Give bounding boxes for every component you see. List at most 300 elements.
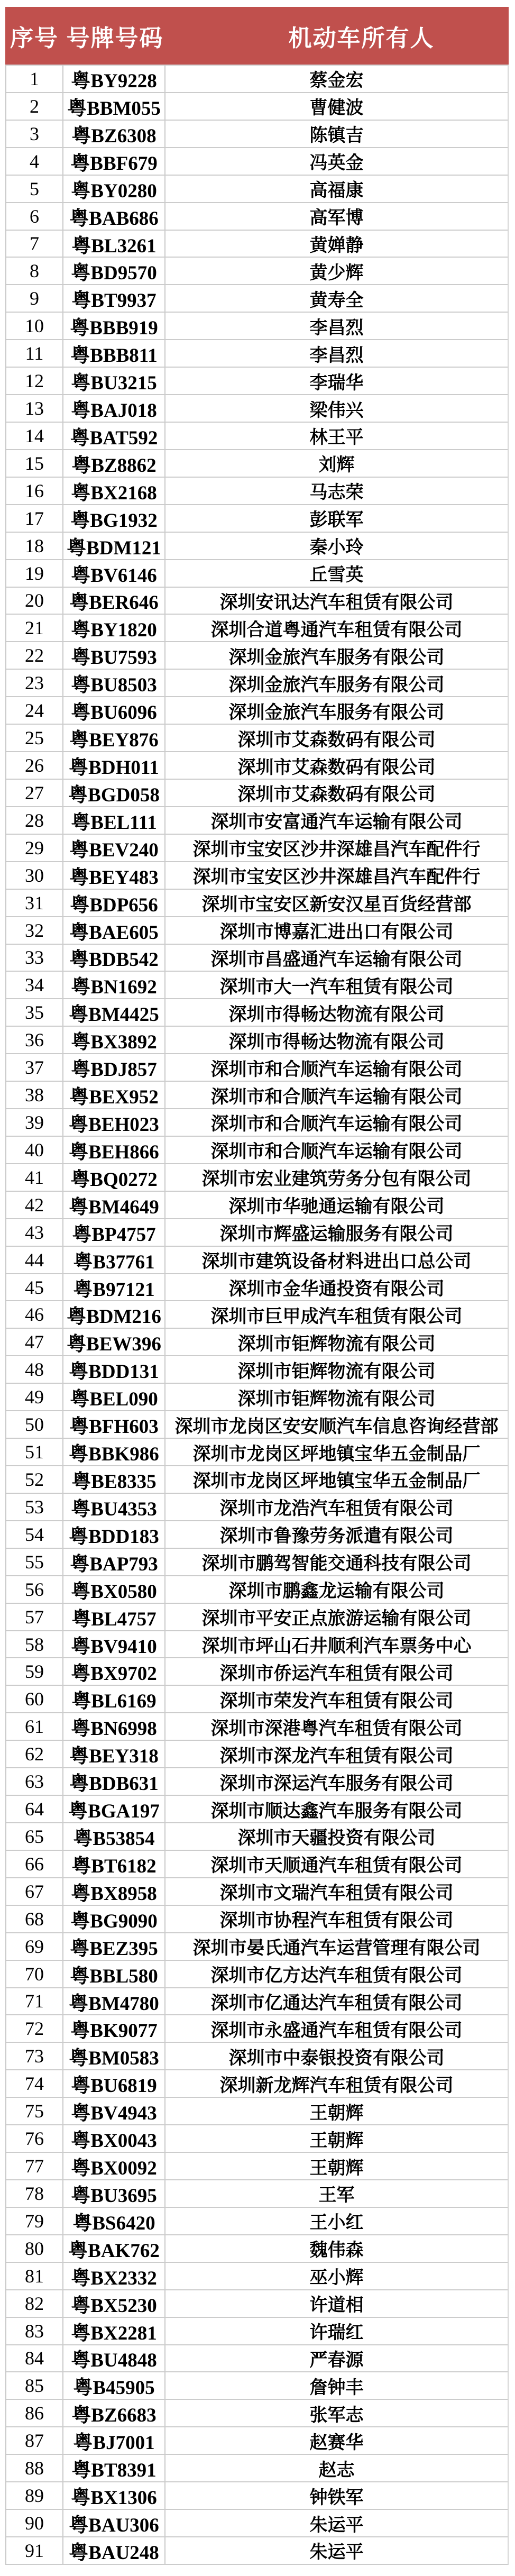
table-row [6, 2345, 508, 2373]
plate-number-cell: 粤BDB631 [63, 1768, 165, 1795]
owner-cell: 深圳市天顺通汽车租赁有限公司 [210, 1856, 463, 1876]
serial-cell: 60 [6, 1686, 63, 1712]
serial-cell: 55 [6, 1549, 63, 1575]
serial-cell: 15 [6, 450, 63, 477]
serial-cell: 44 [6, 1247, 63, 1273]
owner-cell: 王朝辉 [309, 2131, 364, 2151]
plate-number-cell: 粤BJ7001 [63, 2427, 165, 2454]
table-row [6, 1439, 508, 1466]
serial-cell: 47 [6, 1329, 63, 1355]
plate-number-cell: 粤B37761 [63, 1247, 165, 1273]
serial-cell: 21 [6, 615, 63, 641]
plate-number-cell: 粤BBF679 [63, 148, 165, 175]
owner-cell: 深圳市昌盛通汽车运输有限公司 [210, 949, 463, 970]
serial-cell: 42 [6, 1192, 63, 1218]
table-row [6, 368, 508, 395]
owner-cell: 李昌烈 [309, 345, 364, 366]
owner-cell: 深圳市龙岗区坪地镇宝华五金制品厂 [192, 1444, 481, 1464]
plate-number-cell: 粤BX0092 [63, 2153, 165, 2179]
plate-number-cell: 粤BDB542 [63, 945, 165, 971]
table-row [6, 2263, 508, 2290]
table-row [6, 2098, 508, 2125]
plate-number-cell: 粤BT8391 [63, 2455, 165, 2481]
serial-cell: 46 [6, 1301, 63, 1328]
serial-cell: 87 [6, 2427, 63, 2454]
owner-cell: 林王平 [309, 428, 364, 448]
plate-number-cell: 粤BM4425 [63, 999, 165, 1026]
owner-cell: 王军 [318, 2186, 355, 2206]
serial-cell: 2 [6, 93, 63, 120]
plate-number-cell: 粤B45905 [63, 2372, 165, 2399]
table-row [6, 780, 508, 807]
plate-number-cell: 粤BDP656 [63, 890, 165, 916]
owner-cell: 深圳市亿通达汽车租赁有限公司 [210, 1993, 463, 2013]
serial-cell: 25 [6, 725, 63, 751]
owner-cell: 高福康 [309, 181, 364, 201]
serial-cell: 20 [6, 588, 63, 614]
serial-cell: 37 [6, 1054, 63, 1081]
plate-number-cell: 粤BFH603 [63, 1411, 165, 1438]
plate-number-cell: 粤BZ6683 [63, 2400, 165, 2426]
table-row [6, 2482, 508, 2510]
plate-number-cell: 粤BBK986 [63, 1439, 165, 1465]
serial-cell: 32 [6, 917, 63, 944]
serial-cell: 23 [6, 670, 63, 696]
owner-cell: 深圳市巨甲成汽车租赁有限公司 [210, 1307, 463, 1327]
serial-cell: 78 [6, 2180, 63, 2207]
owner-cell: 张军志 [309, 2405, 364, 2425]
serial-cell: 82 [6, 2290, 63, 2317]
plate-number-cell: 粤BX0043 [63, 2125, 165, 2152]
owner-cell: 深圳市荣发汽车租赁有限公司 [219, 1691, 454, 1711]
table-row [6, 725, 508, 752]
serial-cell: 86 [6, 2400, 63, 2426]
serial-cell: 73 [6, 2043, 63, 2069]
plate-number-cell: 粤BU3215 [63, 368, 165, 394]
table-row [6, 1247, 508, 1274]
table-row [6, 807, 508, 835]
table-row [6, 972, 508, 999]
table-row [6, 2070, 508, 2098]
plate-number-cell: 粤BEY876 [63, 725, 165, 751]
serial-cell: 14 [6, 423, 63, 449]
serial-cell: 66 [6, 1851, 63, 1877]
plate-number-cell: 粤BY1820 [63, 615, 165, 641]
serial-cell: 10 [6, 313, 63, 339]
serial-cell: 29 [6, 835, 63, 861]
owner-cell: 深圳市安富通汽车运输有限公司 [210, 812, 463, 833]
serial-cell: 17 [6, 505, 63, 532]
owner-cell: 深圳市中泰银投资有限公司 [228, 2048, 445, 2068]
owner-cell: 深圳市得畅达物流有限公司 [228, 1004, 445, 1025]
owner-cell: 魏伟森 [309, 2241, 364, 2261]
owner-cell: 刘辉 [318, 455, 355, 476]
serial-cell: 65 [6, 1823, 63, 1850]
serial-cell: 7 [6, 231, 63, 257]
table-row [6, 231, 508, 258]
table-row [6, 1933, 508, 1961]
owner-cell: 深圳市鲁豫劳务派遣有限公司 [219, 1527, 454, 1547]
table-row [6, 2153, 508, 2180]
plate-number-cell: 粤BAU306 [63, 2510, 165, 2536]
plate-number-cell: 粤BDH011 [63, 752, 165, 779]
owner-cell: 深圳市顺达鑫汽车服务有限公司 [210, 1801, 463, 1821]
serial-cell: 69 [6, 1933, 63, 1960]
owner-cell: 蔡金宏 [309, 71, 364, 91]
serial-cell: 72 [6, 2015, 63, 2042]
owner-cell: 巫小辉 [309, 2268, 364, 2288]
owner-cell: 深圳市钜辉物流有限公司 [237, 1389, 436, 1409]
table-row [6, 1192, 508, 1219]
table-row [6, 1961, 508, 1988]
table-row [6, 2537, 508, 2565]
table-row [6, 1329, 508, 1356]
serial-cell: 64 [6, 1796, 63, 1822]
table-row [6, 1576, 508, 1604]
serial-cell: 53 [6, 1494, 63, 1520]
owner-cell: 深圳金旅汽车服务有限公司 [228, 675, 445, 695]
table-row [6, 835, 508, 862]
serial-cell: 56 [6, 1576, 63, 1603]
serial-cell: 50 [6, 1411, 63, 1438]
owner-cell: 深圳市博嘉汇进出口有限公司 [219, 922, 454, 943]
plate-number-cell: 粤BT6182 [63, 1851, 165, 1877]
table-row [6, 1356, 508, 1384]
owner-cell: 深圳市得畅达物流有限公司 [228, 1032, 445, 1052]
owner-cell: 陈镇吉 [309, 126, 364, 146]
owner-cell: 深圳市深港粤汽车租赁有限公司 [210, 1719, 463, 1739]
owner-cell: 深圳市钜辉物流有限公司 [237, 1334, 436, 1354]
table-row [6, 450, 508, 478]
table-row [6, 2455, 508, 2482]
serial-cell: 22 [6, 642, 63, 669]
plate-number-cell: 粤BV4943 [63, 2098, 165, 2124]
serial-cell: 61 [6, 1713, 63, 1740]
plate-number-cell: 粤BAJ018 [63, 395, 165, 422]
table-row [6, 1274, 508, 1302]
table-row [6, 2125, 508, 2153]
owner-cell: 深圳市和合顺汽车运输有限公司 [210, 1087, 463, 1107]
owner-cell: 李瑞华 [309, 373, 364, 393]
table-row [6, 1137, 508, 1164]
plate-number-cell: 粤BAP793 [63, 1549, 165, 1575]
serial-cell: 19 [6, 560, 63, 587]
serial-cell: 41 [6, 1164, 63, 1191]
table-row [6, 2235, 508, 2263]
serial-cell: 1 [6, 66, 63, 92]
plate-number-cell: 粤BDM121 [63, 533, 165, 559]
serial-cell: 3 [6, 121, 63, 147]
plate-number-cell: 粤BDD131 [63, 1356, 165, 1383]
table-row [6, 1549, 508, 1576]
table-row [6, 313, 508, 340]
owner-cell: 曹健波 [309, 98, 364, 118]
owner-cell: 深圳市文瑞汽车租赁有限公司 [219, 1884, 454, 1904]
owner-cell: 深圳安讯达汽车租赁有限公司 [219, 592, 454, 613]
owner-cell: 深圳市和合顺汽车运输有限公司 [210, 1115, 463, 1135]
plate-number-cell: 粤BU4353 [63, 1494, 165, 1520]
plate-number-cell: 粤BBB919 [63, 313, 165, 339]
table-row [6, 1027, 508, 1054]
table-row [6, 1466, 508, 1494]
plate-number-cell: 粤BX2168 [63, 478, 165, 504]
owner-cell: 深圳市龙岗区安安顺汽车信息咨询经营部 [174, 1417, 499, 1437]
table-row [6, 999, 508, 1027]
plate-number-cell: 粤BZ8862 [63, 450, 165, 477]
table-row [6, 1164, 508, 1192]
plate-number-cell: 粤BX2332 [63, 2263, 165, 2289]
plate-number-cell: 粤BD9570 [63, 258, 165, 284]
owner-cell: 钟铁军 [309, 2488, 364, 2508]
plate-number-cell: 粤BDD183 [63, 1521, 165, 1548]
serial-cell: 90 [6, 2510, 63, 2536]
owner-cell: 严春源 [309, 2350, 364, 2370]
table-row [6, 1054, 508, 1082]
owner-cell: 深圳市宏业建筑劳务分包有限公司 [201, 1170, 472, 1190]
owner-cell: 深圳市艾森数码有限公司 [237, 785, 436, 805]
owner-cell: 黄少辉 [309, 263, 364, 283]
owner-cell: 马志荣 [309, 483, 364, 503]
table-row [6, 862, 508, 890]
table-row [6, 2015, 508, 2043]
serial-cell: 75 [6, 2098, 63, 2124]
serial-cell: 18 [6, 533, 63, 559]
owner-cell: 黄寿全 [309, 290, 364, 310]
owner-cell: 深圳市龙浩汽车租赁有限公司 [219, 1499, 454, 1519]
table-row [6, 148, 508, 176]
serial-cell: 57 [6, 1604, 63, 1630]
serial-cell: 5 [6, 176, 63, 202]
serial-cell: 31 [6, 890, 63, 916]
table-row [6, 2372, 508, 2400]
owner-cell: 深圳市金华通投资有限公司 [228, 1280, 445, 1300]
plate-number-cell: 粤BL3261 [63, 231, 165, 257]
serial-cell: 85 [6, 2372, 63, 2399]
serial-cell: 28 [6, 807, 63, 834]
plate-number-cell: 粤BEY318 [63, 1741, 165, 1767]
serial-cell: 88 [6, 2455, 63, 2481]
table-row [6, 1658, 508, 1686]
plate-number-cell: 粤BEL090 [63, 1384, 165, 1410]
serial-cell: 84 [6, 2345, 63, 2372]
table-row [6, 1521, 508, 1549]
owner-cell: 梁伟兴 [309, 400, 364, 421]
owner-cell: 赵志 [318, 2460, 355, 2480]
serial-cell: 76 [6, 2125, 63, 2152]
plate-number-cell: 粤BAU248 [63, 2537, 165, 2564]
serial-cell: 58 [6, 1631, 63, 1658]
table-row [6, 697, 508, 725]
plate-number-cell: 粤BZ6308 [63, 121, 165, 147]
header-plate-number: 号牌号码 [66, 25, 164, 51]
owner-cell: 深圳市艾森数码有限公司 [237, 757, 436, 778]
table-row [6, 945, 508, 972]
table-row [6, 478, 508, 505]
table-row [6, 121, 508, 148]
owner-cell: 深圳市钜辉物流有限公司 [237, 1362, 436, 1382]
serial-cell: 6 [6, 203, 63, 230]
table-row [6, 2318, 508, 2345]
owner-cell: 深圳市和合顺汽车运输有限公司 [210, 1142, 463, 1162]
plate-number-cell: 粤BEH023 [63, 1109, 165, 1136]
table-row [6, 1219, 508, 1247]
owner-cell: 深圳市宝安区新安汉星百货经营部 [201, 895, 472, 915]
serial-cell: 27 [6, 780, 63, 806]
table-row [6, 1823, 508, 1851]
table-row [6, 642, 508, 670]
plate-number-cell: 粤BAB686 [63, 203, 165, 230]
plate-number-cell: 粤BN1692 [63, 972, 165, 998]
serial-cell: 54 [6, 1521, 63, 1548]
owner-cell: 深圳市天疆投资有限公司 [237, 1829, 436, 1849]
table-row [6, 1411, 508, 1439]
serial-cell: 8 [6, 258, 63, 284]
plate-number-cell: 粤BQ0272 [63, 1164, 165, 1191]
owner-cell: 高军博 [309, 208, 364, 229]
table-row [6, 2180, 508, 2208]
serial-cell: 40 [6, 1137, 63, 1163]
owner-cell: 深圳合道粤通汽车租赁有限公司 [210, 620, 463, 640]
serial-cell: 79 [6, 2208, 63, 2234]
serial-cell: 89 [6, 2482, 63, 2509]
table-row [6, 1796, 508, 1823]
plate-number-cell: 粤BEY483 [63, 862, 165, 889]
plate-number-cell: 粤BGA197 [63, 1796, 165, 1822]
owner-cell: 深圳市宝安区沙井深雄昌汽车配件行 [192, 867, 481, 888]
plate-number-cell: 粤BBL580 [63, 1961, 165, 1987]
owner-cell: 王朝辉 [309, 2158, 364, 2178]
plate-number-cell: 粤BX3892 [63, 1027, 165, 1053]
serial-cell: 80 [6, 2235, 63, 2262]
table-row [6, 66, 508, 93]
serial-cell: 70 [6, 1961, 63, 1987]
owner-cell: 深圳市龙岗区坪地镇宝华五金制品厂 [192, 1472, 481, 1492]
serial-cell: 74 [6, 2070, 63, 2097]
serial-cell: 52 [6, 1466, 63, 1493]
owner-cell: 秦小玲 [309, 538, 364, 558]
table-row [6, 615, 508, 642]
table-row [6, 1851, 508, 1878]
owner-cell: 深圳金旅汽车服务有限公司 [228, 702, 445, 723]
owner-cell: 深圳新龙辉汽车租赁有限公司 [219, 2076, 454, 2096]
serial-cell: 34 [6, 972, 63, 998]
owner-cell: 王朝辉 [309, 2103, 364, 2123]
serial-cell: 45 [6, 1274, 63, 1301]
serial-cell: 33 [6, 945, 63, 971]
plate-number-cell: 粤BU6819 [63, 2070, 165, 2097]
owner-cell: 许瑞红 [309, 2323, 364, 2343]
table-row [6, 340, 508, 368]
table-row [6, 505, 508, 533]
table-row [6, 533, 508, 560]
table-row [6, 1686, 508, 1713]
owner-cell: 詹钟丰 [309, 2378, 364, 2398]
header-vehicle-owner: 机动车所有人 [288, 25, 435, 51]
table-header-row [5, 7, 509, 65]
serial-cell: 39 [6, 1109, 63, 1136]
serial-cell: 12 [6, 368, 63, 394]
serial-cell: 51 [6, 1439, 63, 1465]
owner-cell: 深圳市辉盛运输服务有限公司 [219, 1225, 454, 1245]
plate-number-cell: 粤BY9228 [63, 66, 165, 92]
owner-cell: 深圳市华驰通运输有限公司 [228, 1197, 445, 1217]
plate-number-cell: 粤BG9090 [63, 1906, 165, 1932]
plate-number-cell: 粤BX2281 [63, 2318, 165, 2344]
owner-cell: 深圳市协程汽车租赁有限公司 [219, 1911, 454, 1931]
owner-cell: 黄婵静 [309, 235, 364, 255]
table-row [6, 1741, 508, 1768]
plate-number-cell: 粤BL6169 [63, 1686, 165, 1712]
plate-number-cell: 粤BX1306 [63, 2482, 165, 2509]
table-row [6, 670, 508, 697]
owner-cell: 深圳市深运汽车服务有限公司 [219, 1774, 454, 1794]
table-body [5, 65, 509, 2565]
plate-number-cell: 粤BS6420 [63, 2208, 165, 2234]
plate-number-cell: 粤BBB811 [63, 340, 165, 367]
plate-number-cell: 粤BE8335 [63, 1466, 165, 1493]
table-row [6, 395, 508, 423]
serial-cell: 30 [6, 862, 63, 889]
serial-cell: 81 [6, 2263, 63, 2289]
owner-cell: 深圳市建筑设备材料进出口总公司 [201, 1252, 472, 1272]
serial-cell: 83 [6, 2318, 63, 2344]
owner-cell: 深圳市深龙汽车租赁有限公司 [219, 1746, 454, 1766]
serial-cell: 59 [6, 1658, 63, 1685]
table-row [6, 1109, 508, 1137]
table-row [6, 2290, 508, 2318]
owner-cell: 深圳市艾森数码有限公司 [237, 730, 436, 750]
serial-cell: 35 [6, 999, 63, 1026]
plate-number-cell: 粤BX8958 [63, 1878, 165, 1905]
plate-number-cell: 粤BN6998 [63, 1713, 165, 1740]
table-row [6, 1494, 508, 1521]
plate-number-cell: 粤BT9937 [63, 285, 165, 312]
plate-number-cell: 粤BM0583 [63, 2043, 165, 2069]
serial-cell: 26 [6, 752, 63, 779]
plate-number-cell: 粤BM4649 [63, 1192, 165, 1218]
plate-number-cell: 粤BU4848 [63, 2345, 165, 2372]
serial-cell: 38 [6, 1082, 63, 1108]
owner-cell: 深圳市平安正点旅游运输有限公司 [201, 1609, 472, 1629]
table-row [6, 258, 508, 285]
plate-number-cell: 粤BY0280 [63, 176, 165, 202]
table-row [6, 1713, 508, 1741]
table-row [6, 2400, 508, 2427]
header-serial: 序号 [10, 25, 59, 51]
serial-cell: 4 [6, 148, 63, 175]
owner-cell: 丘雪英 [309, 565, 364, 586]
table-row [6, 890, 508, 917]
owner-cell: 深圳市鹏驾智能交通科技有限公司 [201, 1554, 472, 1574]
plate-number-cell: 粤BG1932 [63, 505, 165, 532]
plate-number-cell: 粤BL4757 [63, 1604, 165, 1630]
plate-number-cell: 粤BX5230 [63, 2290, 165, 2317]
table-row [6, 1631, 508, 1659]
plate-number-cell: 粤BGD058 [63, 780, 165, 806]
plate-number-cell: 粤BAE605 [63, 917, 165, 944]
table-row [6, 203, 508, 231]
owner-cell: 深圳市晏氏通汽车运营管理有限公司 [192, 1939, 481, 1959]
plate-number-cell: 粤BEH866 [63, 1137, 165, 1163]
owner-cell: 冯英金 [309, 153, 364, 173]
table-row [6, 1384, 508, 1411]
plate-number-cell: 粤BU8503 [63, 670, 165, 696]
serial-cell: 67 [6, 1878, 63, 1905]
table-row [6, 588, 508, 615]
owner-cell: 赵赛华 [309, 2433, 364, 2453]
owner-cell: 深圳市永盛通汽车租赁有限公司 [210, 2021, 463, 2041]
serial-cell: 91 [6, 2537, 63, 2564]
